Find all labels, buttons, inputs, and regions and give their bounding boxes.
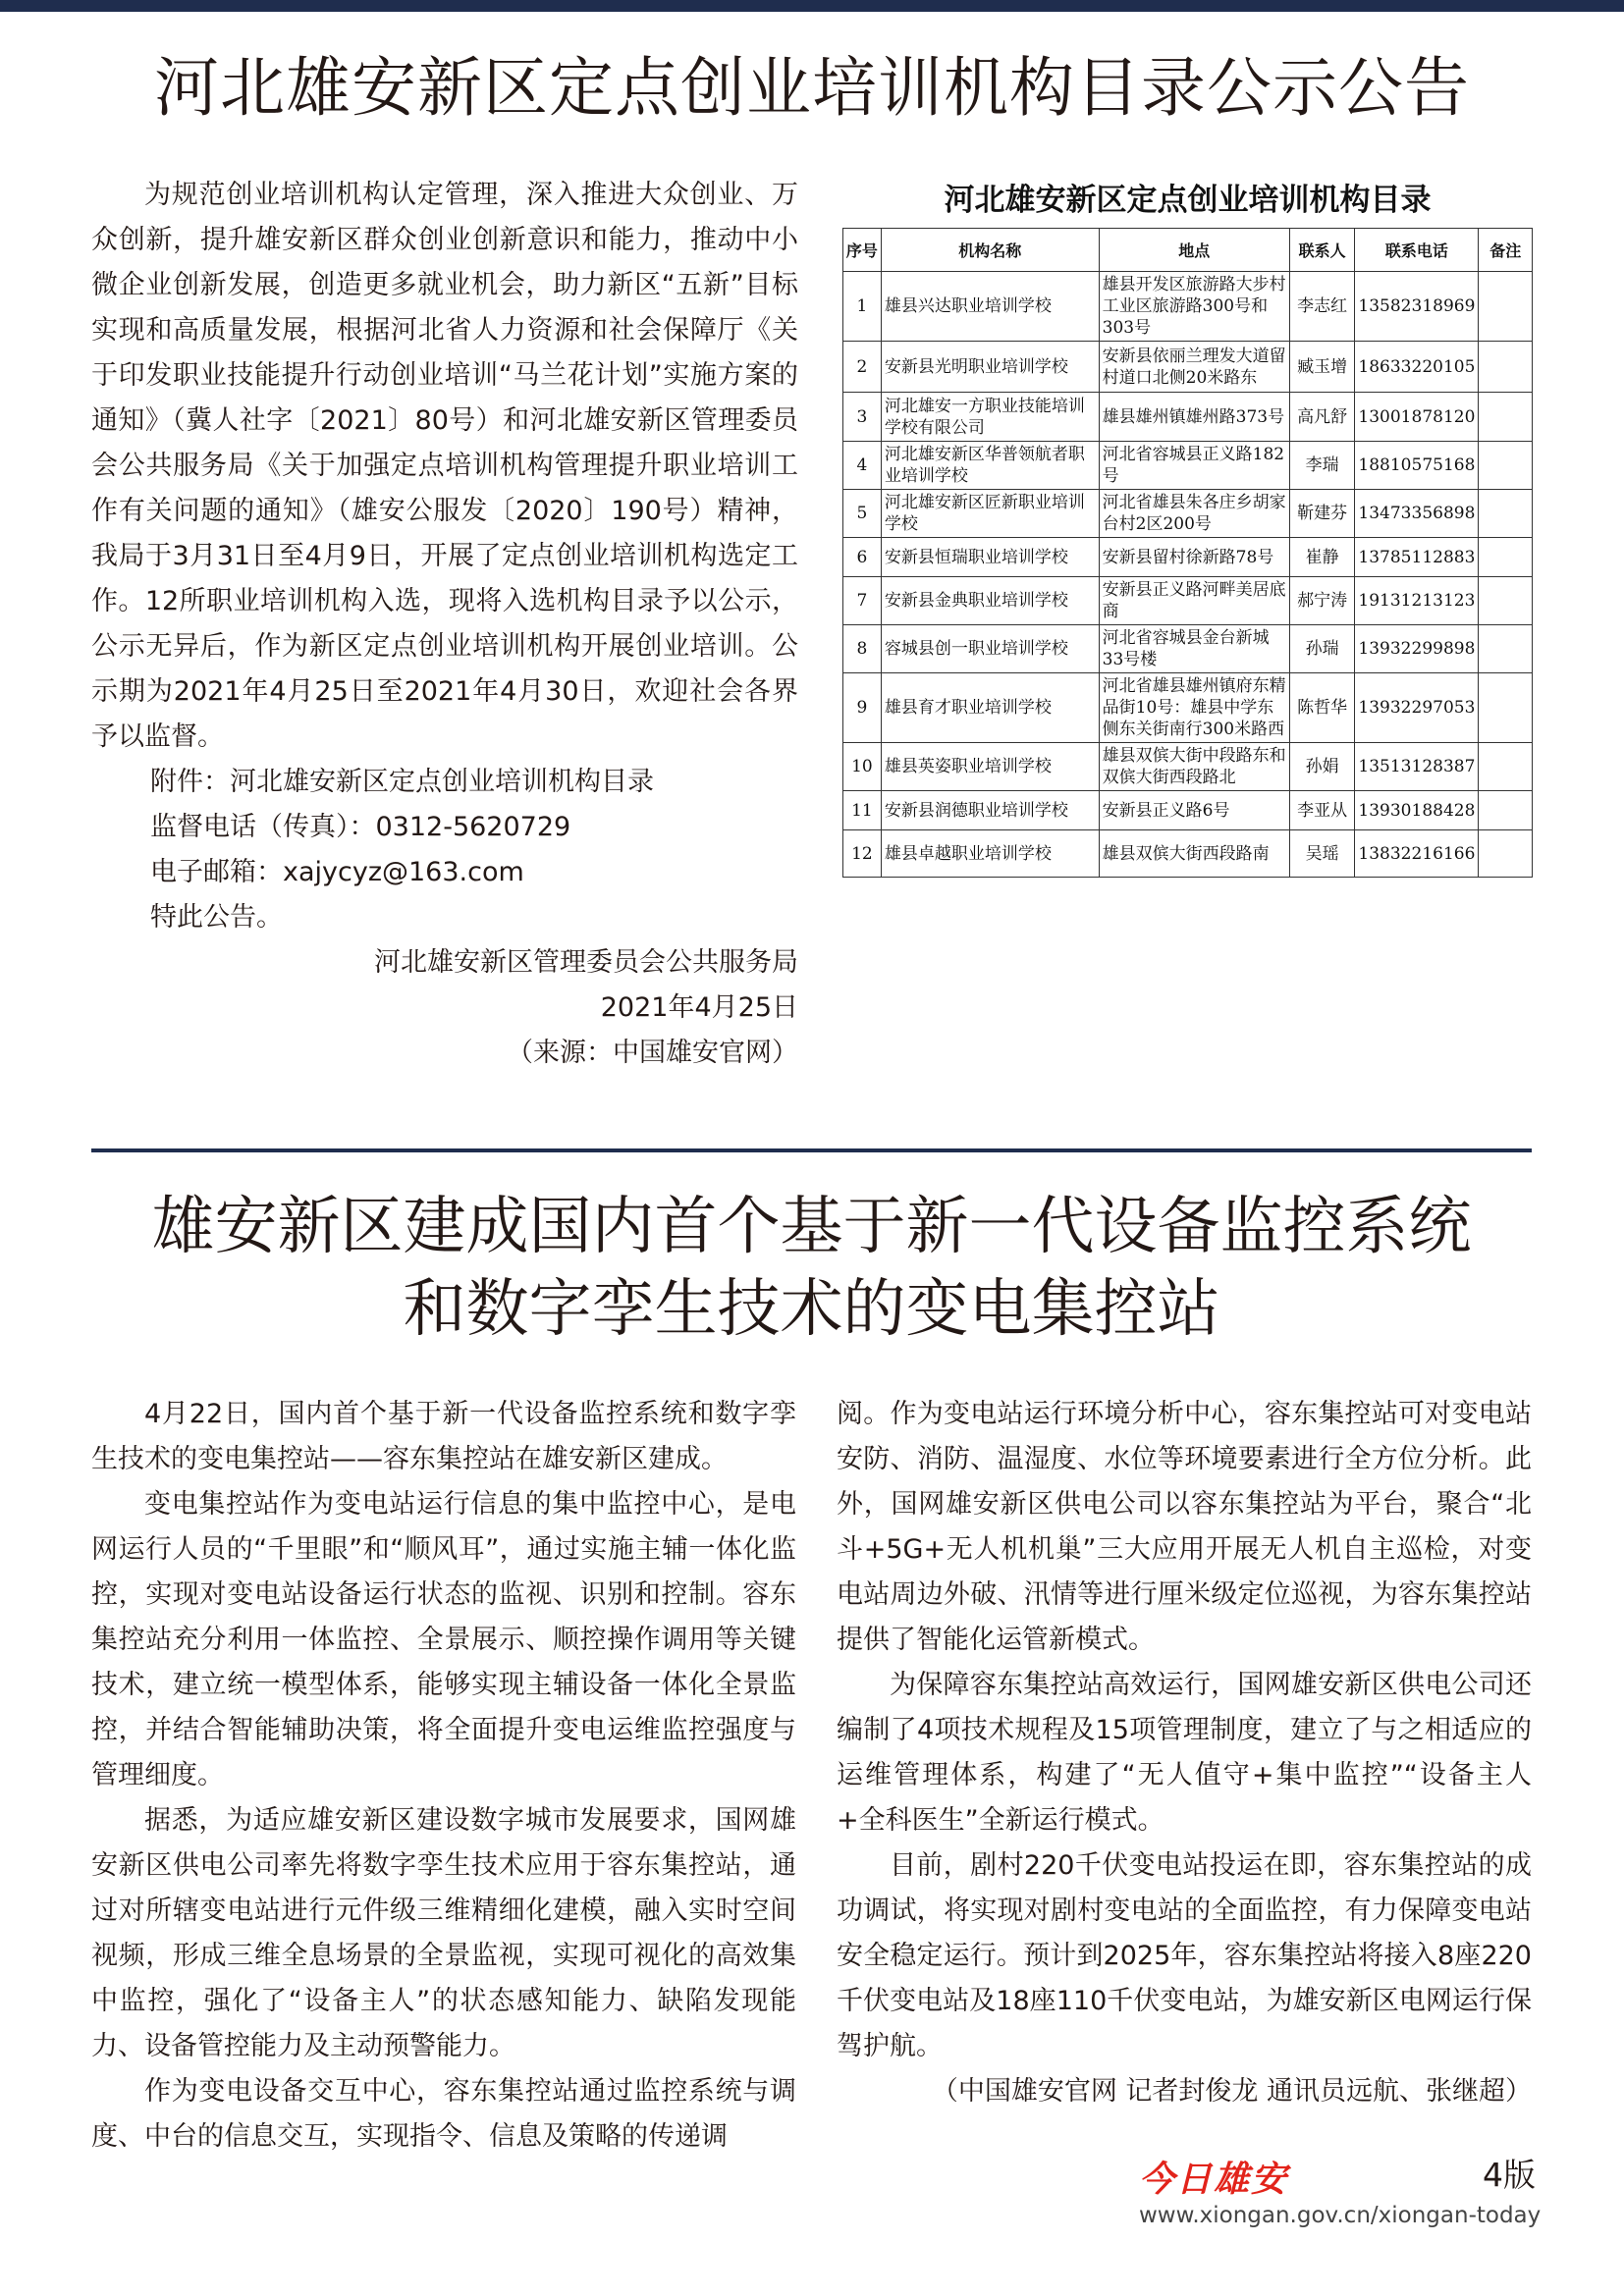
table-cell: [1479, 791, 1533, 830]
table-cell: 李瑞: [1289, 442, 1355, 490]
notice-body: [91, 173, 798, 1076]
table-cell: 8: [843, 625, 882, 673]
table-cell: 7: [843, 577, 882, 625]
table-cell: 雄县双傧大街中段路东和双傧大街西段路北: [1099, 743, 1289, 791]
table-cell: 6: [843, 538, 882, 577]
table-cell: 18810575168: [1355, 442, 1479, 490]
table-cell: [1479, 830, 1533, 878]
table-cell: 李志红: [1289, 272, 1355, 342]
article-paragraph: 据悉，为适应雄安新区建设数字城市发展要求，国网雄安新区供电公司率先将数字孪生技术应用于容东集控站，通过对所辖变电站进行元件级三维精细化建模，融入实时空间视频，形成三维全息场景的全景监视，实现可视化的高效集中监控，强化了“设备主人”的状态感知能力、缺陷发现能力、设备管控能力及主动预警能力。: [91, 1805, 796, 2061]
table-cell: 河北省雄县雄州镇府东精品街10号：雄县中学东侧东关街南行300米路西: [1099, 673, 1289, 743]
table-row: [843, 442, 1533, 490]
table-cell: 11: [843, 791, 882, 830]
article-left-column: [91, 1392, 796, 2160]
table-cell: [1479, 393, 1533, 442]
table-cell: 13001878120: [1355, 393, 1479, 442]
table-row: [843, 393, 1533, 442]
column-header: 地点: [1099, 229, 1289, 272]
article-title: [91, 1186, 1532, 1351]
table-cell: 孙娟: [1289, 743, 1355, 791]
table-cell: 河北雄安新区匠新职业培训学校: [881, 490, 1099, 538]
table-row: [843, 577, 1533, 625]
table-cell: 安新县正义路河畔美居底商: [1099, 577, 1289, 625]
table-cell: 雄县开发区旅游路大步村工业区旅游路300号和303号: [1099, 272, 1289, 342]
table-cell: 安新县留村徐新路78号: [1099, 538, 1289, 577]
table-cell: 13832216166: [1355, 830, 1479, 878]
article-right-column: [837, 1392, 1532, 2114]
table-cell: 雄县兴达职业培训学校: [881, 272, 1099, 342]
table-cell: 臧玉增: [1289, 342, 1355, 393]
table-cell: [1479, 577, 1533, 625]
table-cell: 容城县创一职业培训学校: [881, 625, 1099, 673]
table-cell: 13932297053: [1355, 673, 1479, 743]
table-cell: 13785112883: [1355, 538, 1479, 577]
table-cell: 12: [843, 830, 882, 878]
article-paragraph: 目前，剧村220千伏变电站投运在即，容东集控站的成功调试，将实现对剧村变电站的全面监控，有力保障变电站安全稳定运行。预计到2025年，容东集控站将接入8座220千伏变电站及18座110千伏变电站，为雄安新区电网运行保驾护航。: [837, 1850, 1532, 2061]
table-cell: 河北省容城县正义路182号: [1099, 442, 1289, 490]
notice-date: 2021年4月25日: [600, 992, 798, 1023]
table-cell: 雄县育才职业培训学校: [881, 673, 1099, 743]
table-cell: 18633220105: [1355, 342, 1479, 393]
table-row: [843, 490, 1533, 538]
article-paragraph: 为保障容东集控站高效运行，国网雄安新区供电公司还编制了4项技术规程及15项管理制度，建立了与之相适应的运维管理体系，构建了“无人值守+集中监控”“设备主人+全科医生”全新运行模式。: [837, 1670, 1532, 1836]
table-cell: 雄县卓越职业培训学校: [881, 830, 1099, 878]
column-header: 序号: [843, 229, 882, 272]
table-row: [843, 272, 1533, 342]
table-cell: 河北雄安一方职业技能培训学校有限公司: [881, 393, 1099, 442]
table-cell: 孙瑞: [1289, 625, 1355, 673]
article-paragraph: 作为变电设备交互中心，容东集控站通过监控系统与调度、中台的信息交互，实现指令、信息及策略的传递调: [91, 2076, 796, 2152]
table-cell: [1479, 272, 1533, 342]
table-cell: 1: [843, 272, 882, 342]
table-cell: 陈哲华: [1289, 673, 1355, 743]
table-cell: 安新县正义路6号: [1099, 791, 1289, 830]
table-cell: 5: [843, 490, 882, 538]
article-title-line1: 雄安新区建成国内首个基于新一代设备监控系统: [151, 1191, 1472, 1263]
article-title-line2: 和数字孪生技术的变电集控站: [403, 1273, 1220, 1346]
section-divider: [91, 1148, 1532, 1152]
table-cell: 2: [843, 342, 882, 393]
table-cell: 安新县依丽兰理发大道留村道口北侧20米路东: [1099, 342, 1289, 393]
table-cell: [1479, 673, 1533, 743]
table-cell: 10: [843, 743, 882, 791]
column-header: 机构名称: [881, 229, 1099, 272]
table-cell: 安新县金典职业培训学校: [881, 577, 1099, 625]
table-cell: 雄县雄州镇雄州路373号: [1099, 393, 1289, 442]
column-header: 联系电话: [1355, 229, 1479, 272]
table-cell: [1479, 442, 1533, 490]
notice-title: 河北雄安新区定点创业培训机构目录公示公告: [154, 50, 1470, 126]
notice-paragraph: 为规范创业培训机构认定管理，深入推进大众创业、万众创新，提升雄安新区群众创业创新意识和能力，推动中小微企业创新发展，创造更多就业机会，助力新区“五新”目标实现和高质量发展，根据河北省人力资源和社会保障厅《关于印发职业技能提升行动创业培训“马兰花计划”实施方案的通知》（冀人社字〔2021〕80号）和河北雄安新区管理委员会公共服务局《关于加强定点培训机构管理提升职业培训工作有关问题的通知》（雄安公服发〔2020〕190号）精神，我局于3月31日至4月9日，开展了定点创业培训机构选定工作。12所职业培训机构入选，现将入选机构目录予以公示，公示无异后，作为新区定点创业培训机构开展创业培训。公示期为2021年4月25日至2021年4月30日，欢迎社会各界予以监督。: [91, 180, 798, 752]
article-credit: （中国雄安官网 记者封俊龙 通讯员远航、张继超）: [931, 2076, 1532, 2107]
page-number: 4版: [1483, 2156, 1536, 2194]
table-cell: 河北省容城县金台新城33号楼: [1099, 625, 1289, 673]
table-cell: [1479, 743, 1533, 791]
table-cell: 吴瑶: [1289, 830, 1355, 878]
column-header: 联系人: [1289, 229, 1355, 272]
table-cell: 安新县恒瑞职业培训学校: [881, 538, 1099, 577]
table-row: [843, 743, 1533, 791]
table-cell: [1479, 490, 1533, 538]
table-cell: 13582318969: [1355, 272, 1479, 342]
top-banner-bar: [0, 0, 1624, 12]
table-cell: 4: [843, 442, 882, 490]
table-cell: 3: [843, 393, 882, 442]
table-cell: 13513128387: [1355, 743, 1479, 791]
table-cell: [1479, 625, 1533, 673]
table-row: [843, 673, 1533, 743]
column-header: 备注: [1479, 229, 1533, 272]
directory-table-title: 河北雄安新区定点创业培训机构目录: [944, 183, 1432, 218]
table-cell: 郝宁涛: [1289, 577, 1355, 625]
table-header-row: [843, 229, 1533, 272]
table-cell: 安新县润德职业培训学校: [881, 791, 1099, 830]
table-cell: 13473356898: [1355, 490, 1479, 538]
table-row: [843, 625, 1533, 673]
table-cell: 安新县光明职业培训学校: [881, 342, 1099, 393]
table-cell: 高凡舒: [1289, 393, 1355, 442]
brand-logo: 今日雄安: [1139, 2159, 1289, 2200]
table-cell: 崔静: [1289, 538, 1355, 577]
notice-closing: 特此公告。: [150, 902, 283, 933]
table-row: [843, 342, 1533, 393]
table-cell: [1479, 342, 1533, 393]
directory-table: [842, 228, 1533, 878]
table-cell: 雄县双傧大街西段路南: [1099, 830, 1289, 878]
article-paragraph: 阅。作为变电站运行环境分析中心，容东集控站可对变电站安防、消防、温湿度、水位等环境要素进行全方位分析。此外，国网雄安新区供电公司以容东集控站为平台，聚合“北斗+5G+无人机机巢”三大应用开展无人机自主巡检，对变电站周边外破、汛情等进行厘米级定位巡视，为容东集控站提供了智能化运管新模式。: [837, 1399, 1532, 1655]
table-cell: 河北雄安新区华普领航者职业培训学校: [881, 442, 1099, 490]
notice-source: （来源：中国雄安官网）: [507, 1038, 798, 1068]
table-cell: 19131213123: [1355, 577, 1479, 625]
table-cell: 9: [843, 673, 882, 743]
table-row: [843, 830, 1533, 878]
table-cell: 李亚从: [1289, 791, 1355, 830]
article-paragraph: 4月22日，国内首个基于新一代设备监控系统和数字孪生技术的变电集控站——容东集控站在雄安新区建成。: [91, 1399, 796, 1474]
table-cell: [1479, 538, 1533, 577]
article-paragraph: 变电集控站作为变电站运行信息的集中监控中心，是电网运行人员的“千里眼”和“顺风耳”，通过实施主辅一体化监控，实现对变电站设备运行状态的监视、识别和控制。容东集控站充分利用一体监控、全景展示、顺控操作调用等关键技术，建立统一模型体系，能够实现主辅设备一体化全景监控，并结合智能辅助决策，将全面提升变电运维监控强度与管理细度。: [91, 1489, 796, 1790]
notice-phone: 监督电话（传真）：0312-5620729: [150, 812, 571, 842]
table-cell: 雄县英姿职业培训学校: [881, 743, 1099, 791]
notice-issuer: 河北雄安新区管理委员会公共服务局: [374, 947, 798, 978]
notice-email: 电子邮箱：xajycyz@163.com: [150, 857, 524, 887]
directory-table-body: [843, 272, 1533, 878]
table-cell: 13930188428: [1355, 791, 1479, 830]
footer-url: www.xiongan.gov.cn/xiongan-today: [1139, 2203, 1542, 2228]
table-cell: 靳建芬: [1289, 490, 1355, 538]
table-row: [843, 538, 1533, 577]
directory-table-section: [842, 173, 1533, 878]
table-cell: 河北省雄县朱各庄乡胡家台村2区200号: [1099, 490, 1289, 538]
table-row: [843, 791, 1533, 830]
notice-attachment: 附件：河北雄安新区定点创业培训机构目录: [150, 767, 654, 797]
table-cell: 13932299898: [1355, 625, 1479, 673]
